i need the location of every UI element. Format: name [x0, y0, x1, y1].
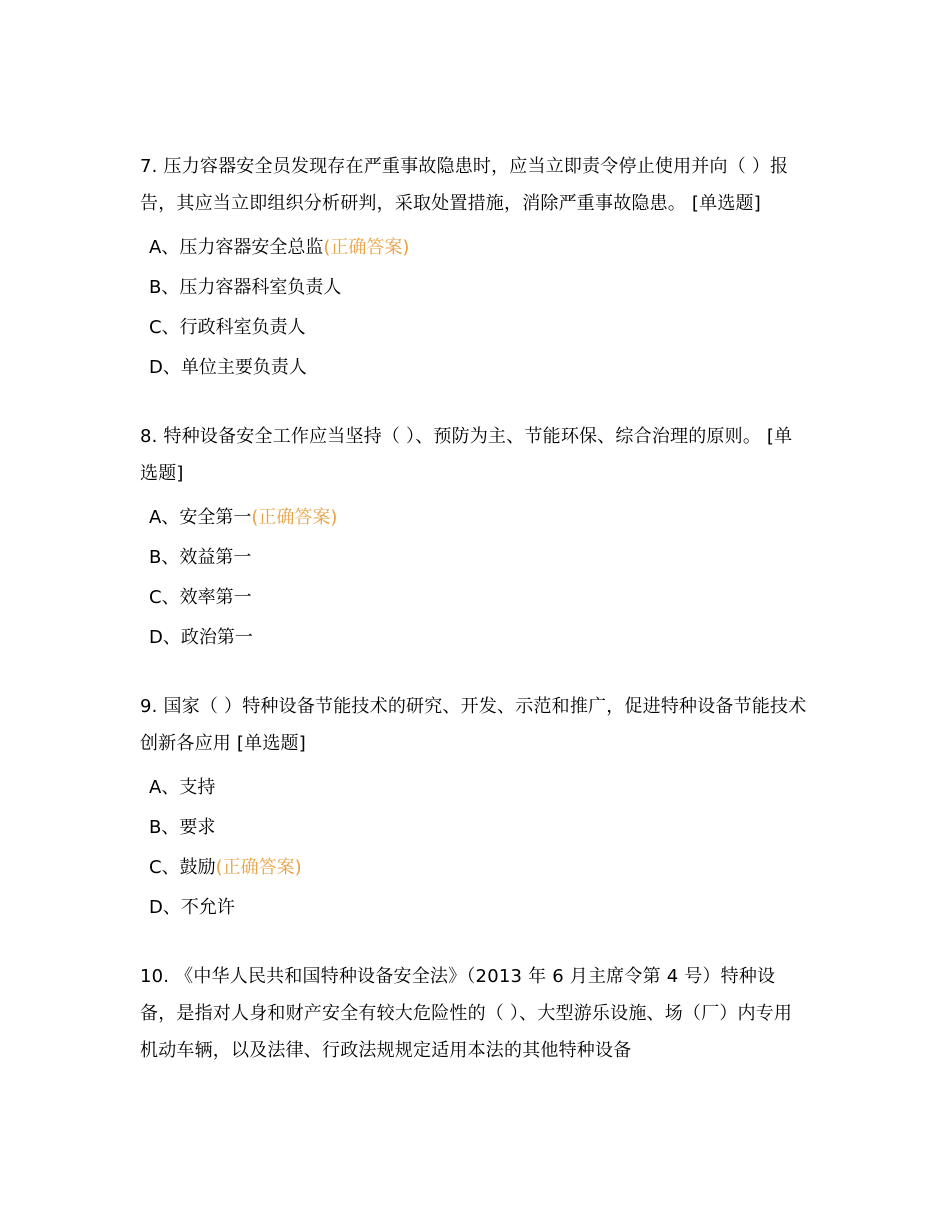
option-label: A、压力容器安全总监 — [149, 237, 324, 258]
option-label: D、不允许 — [149, 897, 235, 918]
option-label: A、支持 — [149, 777, 216, 798]
correct-answer-mark: (正确答案) — [215, 857, 302, 878]
option-label: D、单位主要负责人 — [149, 357, 307, 378]
option-label: D、政治第一 — [149, 627, 253, 648]
option-label: B、效益第一 — [149, 547, 252, 568]
option-list — [140, 228, 810, 388]
question-text: 7. 压力容器安全员发现存在严重事故隐患时，应当立即责令停止使用并向（ ）报告，其应当立即组织分析研判，采取处置措施，消除严重事故隐患。 [单选题] — [140, 156, 789, 214]
option-d — [140, 888, 810, 928]
question-text: 10. 《中华人民共和国特种设备安全法》（2013 年 6 月主席令第 4 号）特种设备，是指对人身和财产安全有较大危险性的（ ）、大型游乐设施、场（厂）内专用机动车辆，以及法律、行政法规规定适用本法的其他特种设备 — [140, 966, 793, 1061]
option-list — [140, 768, 810, 928]
option-c — [140, 578, 810, 618]
option-b — [140, 268, 810, 308]
option-a — [140, 228, 810, 268]
question-8 — [140, 418, 810, 658]
option-b — [140, 808, 810, 848]
option-label: A、安全第一 — [149, 507, 252, 528]
option-a — [140, 768, 810, 808]
option-d — [140, 618, 810, 658]
option-a — [140, 498, 810, 538]
correct-answer-mark: (正确答案) — [323, 237, 410, 258]
option-label: C、效率第一 — [149, 587, 252, 608]
option-label: B、要求 — [149, 817, 216, 838]
document-page — [140, 148, 810, 1099]
option-d — [140, 348, 810, 388]
option-b — [140, 538, 810, 578]
correct-answer-mark: (正确答案) — [251, 507, 338, 528]
option-c — [140, 308, 810, 348]
option-list — [140, 498, 810, 658]
question-7 — [140, 148, 810, 388]
option-label: B、压力容器科室负责人 — [149, 277, 342, 298]
option-label: C、行政科室负责人 — [149, 317, 306, 338]
option-c — [140, 848, 810, 888]
question-9 — [140, 688, 810, 928]
option-label: C、鼓励 — [149, 857, 216, 878]
question-text: 8. 特种设备安全工作应当坚持（ ）、预防为主、节能环保、综合治理的原则。 [单选题] — [140, 426, 793, 484]
question-text: 9. 国家（ ）特种设备节能技术的研究、开发、示范和推广，促进特种设备节能技术创新各应用 [单选题] — [140, 696, 807, 754]
question-10 — [140, 958, 810, 1069]
